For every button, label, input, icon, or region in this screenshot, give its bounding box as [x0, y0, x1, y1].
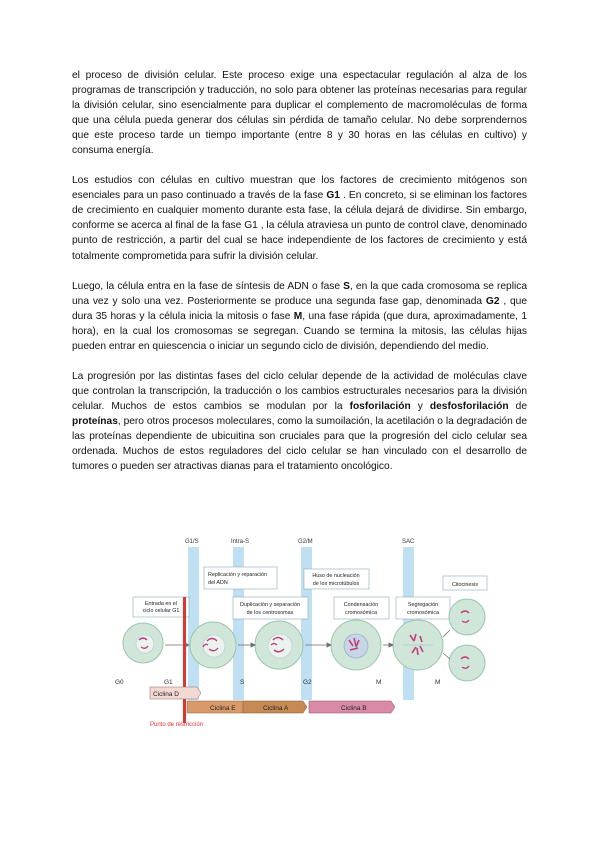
box-condensacion-line-2: cromosómica	[344, 610, 378, 616]
cyclin-e-arrow	[187, 701, 247, 713]
cell-m-metaphase	[393, 620, 443, 670]
cyclin-e-label: Ciclina E	[210, 705, 236, 712]
arrow-m-daughter-bottom	[443, 653, 450, 659]
phase-label-g0: G0	[115, 679, 124, 686]
paragraph-1	[72, 68, 527, 158]
cell-daughter-bottom	[449, 645, 485, 681]
box-duplicacion-line-2: de los centrosomas	[246, 610, 294, 616]
restriction-point-label: Punto de restricción	[150, 722, 204, 728]
term-fosforilacion: fosforilación	[349, 400, 411, 412]
paragraph-1-text: el proceso de división celular. Este proceso exige una espectacular regulación al alza de los programas de transcripción y traducción, no solo para obtener las proteínas necesarias para regular la división celular, sino esencialmente para duplicar el complemento de macromoléculas de forma que una célula pueda generar dos células sin pérdida de tamaño celular. No debe sorprendernos que este proceso tarde un tiempo importante (entre 8 y 30 horas en las células en cultivo) y consuma energía.	[72, 70, 527, 157]
phase-label-m-2: M	[435, 679, 441, 686]
checkpoint-label-g1s: G1/S	[185, 539, 199, 545]
paragraph-2-text-a: Los estudios con células en cultivo muestran que los factores de crecimiento mitógenos son esenciales para un paso continuado a través de la fase	[72, 175, 527, 202]
cell-s	[255, 621, 303, 669]
paragraph-4-text-c: y	[410, 400, 430, 412]
paragraph-2-text-c: . En concreto, si se eliminan los factores de crecimiento en cualquier momento durante esta fase, la célula dejará de dividirse. Sin embargo, conforme se acerca al final de la fase G1 , la célula atraviesa un punto de control clave, denominado punto de restricción, a partir del cual se hace independiente de los factores de crecimiento y está totalmente comprometida para sufrir la división celular.	[72, 190, 527, 262]
cyclin-b-label: Ciclina B	[341, 705, 367, 712]
term-proteinas: proteínas	[72, 415, 118, 427]
phase-label-s: S	[240, 679, 245, 686]
paragraph-4-text-g: , pero otros procesos moleculares, como la sumoilación, la acetilación o la degradación de las proteínas dependiente de ubicuitina son cruciales para que la progresión del ciclo celular sea ordenada. Muchos de estos reguladores del ciclo celular se han vinculado con el desarrollo de tumores o pueden ser atractivas dianas para el tratamiento oncológico.	[72, 415, 527, 473]
cell-g1	[190, 622, 236, 668]
checkpoint-label-sac: SAC	[402, 539, 415, 545]
box-huso	[304, 569, 369, 589]
box-replicacion	[204, 567, 277, 589]
phase-label-m: M	[376, 679, 382, 686]
checkpoint-label-intra-s: Intra-S	[231, 539, 250, 545]
box-entrada-line-2: ciclo celular G1	[142, 608, 180, 614]
arrowhead-g2-m	[389, 643, 393, 647]
cyclin-d-arrow	[150, 687, 201, 699]
term-m: M	[293, 310, 303, 322]
box-duplicacion-line-1: Duplicación y separación	[240, 602, 300, 608]
term-g2: G2	[485, 295, 500, 307]
box-citocinesis	[443, 576, 487, 590]
body-text	[72, 68, 527, 489]
box-citocinesis-line-1: Citocinesis	[451, 582, 479, 588]
box-entrada	[133, 597, 189, 617]
arrow-m-daughter-top	[443, 630, 450, 637]
term-s: S	[343, 280, 350, 292]
cell-g2	[331, 620, 381, 670]
cyclin-b-arrow	[309, 701, 395, 713]
paragraph-3-text-g: , una fase rápida (que dura, aproximadamente, 1 hora), en la cual los cromosomas se segregan. Cuando se termina la mitosis, las células hijas pueden entrar en quiescencia o iniciar un segundo ciclo de división, dependiendo del medio.	[72, 310, 527, 352]
box-replicacion-line-2: del ADN	[208, 580, 228, 586]
box-segregacion	[396, 597, 450, 619]
restriction-point-line	[183, 597, 186, 723]
term-g1: G1	[326, 190, 340, 202]
cyclin-a-arrow	[243, 701, 307, 713]
box-duplicacion	[233, 597, 308, 619]
paragraph-3-text-e: , que dura 35 horas y la célula inicia la mitosis o fase	[72, 295, 527, 322]
cyclin-d-label: Ciclina D	[153, 691, 180, 698]
paragraph-2	[72, 173, 527, 263]
paragraph-4-text-e: de	[508, 400, 527, 412]
phase-label-g2: G2	[303, 679, 312, 686]
box-segregacion-line-2: cromosómica	[406, 610, 440, 616]
box-condensacion	[334, 597, 389, 619]
cell-cycle-diagram	[113, 535, 488, 730]
cell-cycle-figure	[113, 535, 488, 730]
box-segregacion-line-1: Segregación	[407, 602, 439, 608]
box-huso-line-1: Huso de nucleación	[312, 573, 360, 579]
paragraph-4	[72, 369, 527, 474]
box-entrada-line-1: Entrada en el	[144, 601, 178, 607]
paragraph-3	[72, 279, 527, 354]
phase-label-g1: G1	[164, 679, 173, 686]
arrowhead-s-g2	[327, 643, 331, 647]
paragraph-3-text-c: , en la que cada cromosoma se replica una vez y solo una vez. Posteriormente se produce una segunda fase gap, denominada	[72, 280, 527, 307]
paragraph-4-text-a: La progresión por las distintas fases del ciclo celular depende de la actividad de moléculas clave que controlan la transcripción, la traducción o los cambios estructurales necesarios para la división celular. Muchos de estos cambios se modulan por la	[72, 370, 527, 412]
term-desfosforilacion: desfosforilación	[429, 400, 509, 412]
checkpoint-label-g2m: G2/M	[298, 539, 313, 545]
box-replicacion-line-1: Replicación y reparación	[208, 572, 268, 578]
cell-g0	[123, 623, 163, 663]
arrowhead-g1-s	[251, 643, 255, 647]
paragraph-3-text-a: Luego, la célula entra en la fase de síntesis de ADN o fase	[72, 280, 344, 292]
box-huso-line-2: de los microtúbulos	[312, 581, 360, 587]
cyclin-a-label: Ciclina A	[263, 705, 289, 712]
cell-daughter-top	[449, 599, 485, 635]
checkpoint-band-g1s	[188, 547, 199, 700]
box-condensacion-line-1: Condensación	[343, 602, 379, 608]
